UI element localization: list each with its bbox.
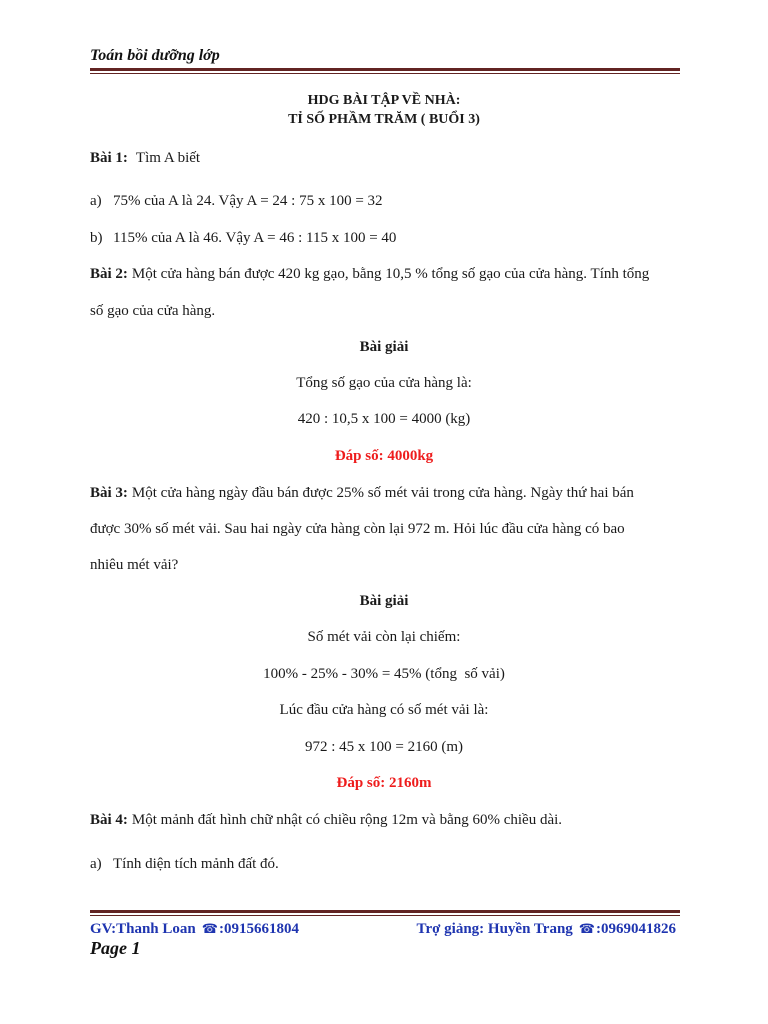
assistant-phone: :0969041826	[596, 921, 676, 937]
item-text: 75% của A là 24. Vậy A = 24 : 75 x 100 = 32	[113, 193, 383, 209]
exercise-4-label: Bài 4:	[90, 812, 128, 828]
exercise-1-item-a	[90, 191, 383, 211]
exercise-2-solution-step: Tổng số gạo của cửa hàng là:	[296, 375, 472, 391]
exercise-3-solution-heading: Bài giải	[359, 593, 409, 609]
exercise-1-label: Bài 1:	[90, 150, 128, 166]
header-rule-thick	[90, 68, 680, 71]
assistant-name: Trợ giảng: Huyền Trang	[416, 921, 573, 937]
teacher-name: GV:Thanh Loan	[90, 921, 196, 937]
footer-rule-thin	[90, 915, 680, 916]
exercise-2-solution-step: 420 : 10,5 x 100 = 4000 (kg)	[297, 411, 471, 427]
item-text: Tính diện tích mảnh đất đó.	[113, 856, 279, 872]
exercise-3-statement-line2: được 30% số mét vải. Sau hai ngày cửa hàng còn lại 972 m. Hỏi lúc đầu cửa hàng có bao	[90, 521, 625, 537]
exercise-2-statement-line2: số gạo của cửa hàng.	[90, 303, 216, 319]
page-heading-line2: TỈ SỐ PHẦM TRĂM ( BUỔI 3)	[288, 112, 480, 127]
item-text: 115% của A là 46. Vậy A = 46 : 115 x 100 = 40	[113, 230, 397, 246]
exercise-4-statement	[90, 810, 562, 830]
exercise-3-statement-line1	[90, 483, 634, 503]
exercise-3-solution-step: 972 : 45 x 100 = 2160 (m)	[304, 739, 464, 755]
exercise-2-statement-line1	[90, 264, 649, 284]
exercise-3-label: Bài 3:	[90, 485, 128, 501]
exercise-3-solution-step: 100% - 25% - 30% = 45% (tổng số vải)	[263, 666, 505, 682]
phone-icon	[579, 920, 595, 940]
page-heading-line1: HDG BÀI TẬP VỀ NHÀ:	[307, 93, 461, 108]
header-title: Toán bồi dưỡng lớp	[90, 47, 220, 64]
exercise-3-solution-step: Lúc đầu cửa hàng có số mét vải là:	[279, 702, 489, 718]
exercise-2-text: Một cửa hàng bán được 420 kg gạo, bằng 10,5 % tổng số gạo của cửa hàng. Tính tổng	[131, 266, 650, 282]
item-marker: a)	[90, 193, 102, 209]
phone-icon	[202, 920, 218, 940]
exercise-2-answer: Đáp số: 4000kg	[334, 448, 434, 464]
exercise-3-text: Một cửa hàng ngày đầu bán được 25% số mét vải trong cửa hàng. Ngày thứ hai bán	[131, 485, 634, 501]
item-marker: b)	[90, 230, 103, 246]
footer-rule-thick	[90, 910, 680, 913]
teacher-phone: :0915661804	[218, 921, 299, 937]
page-number: Page 1	[90, 938, 141, 958]
exercise-1-item-b	[90, 228, 396, 248]
exercise-2-solution-heading: Bài giải	[359, 339, 409, 355]
exercise-3-statement-line3: nhiêu mét vải?	[90, 557, 179, 573]
header-rule-thin	[90, 73, 680, 74]
exercise-3-solution-step: Số mét vải còn lại chiếm:	[307, 629, 461, 645]
assistant-contact	[417, 919, 676, 939]
exercise-1-statement	[90, 148, 200, 168]
exercise-2-label: Bài 2:	[90, 266, 128, 282]
teacher-contact	[90, 919, 299, 939]
exercise-3-answer: Đáp số: 2160m	[336, 775, 432, 791]
item-marker: a)	[90, 856, 102, 872]
exercise-4-item-a	[90, 854, 279, 874]
footer-rule	[90, 910, 680, 916]
footer-contacts	[90, 919, 676, 939]
exercise-4-text: Một mảnh đất hình chữ nhật có chiều rộng 12m và bằng 60% chiều dài.	[131, 812, 563, 828]
header-rule	[90, 68, 680, 74]
exercise-1-text: Tìm A biết	[135, 150, 201, 166]
